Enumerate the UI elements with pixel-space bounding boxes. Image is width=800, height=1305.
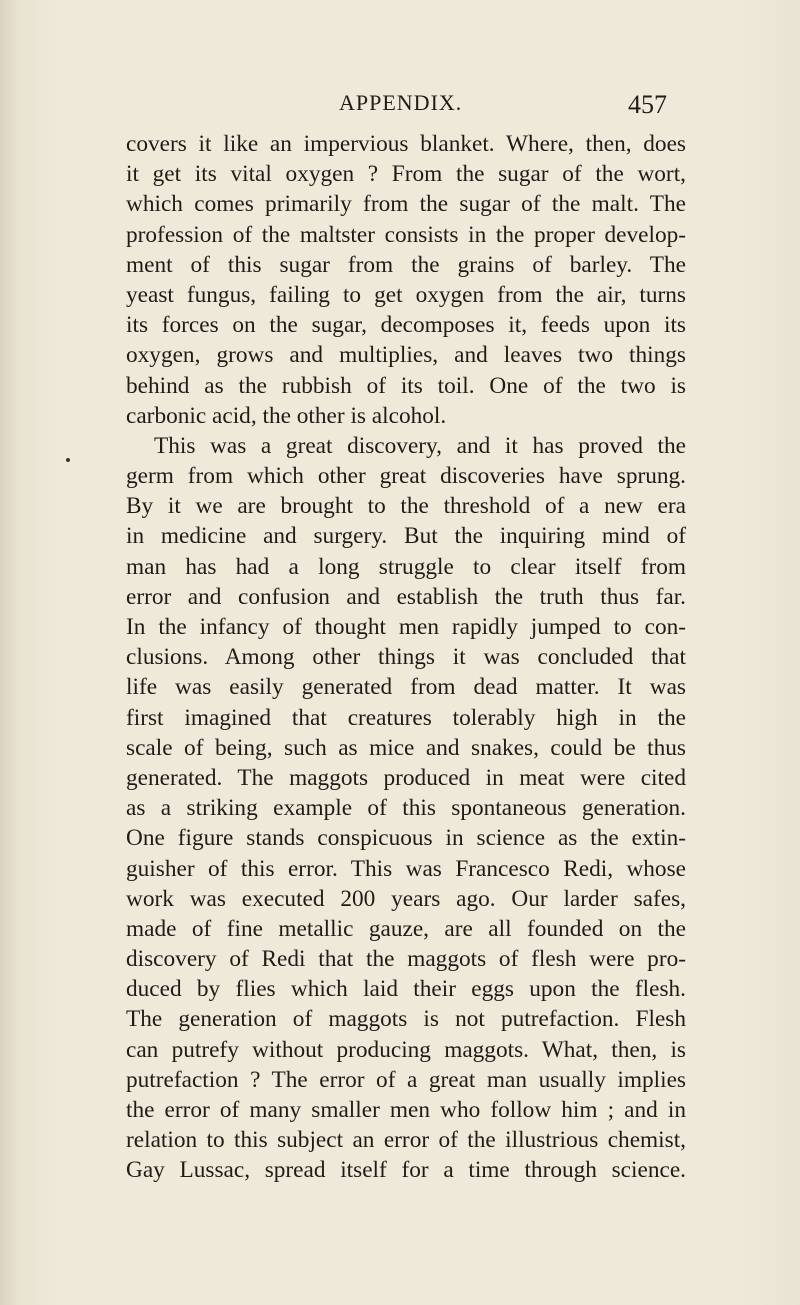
page-number: 457: [628, 90, 667, 119]
text-line: life was easily generated from dead matter. It was: [126, 674, 686, 701]
text-line: germ from which other great discoveries have sprung.: [126, 463, 686, 490]
text-line: behind as the rubbish of its toil. One of the two is: [126, 372, 686, 399]
text-line: which comes primarily from the sugar of the malt. The: [126, 191, 686, 218]
text-line: it get its vital oxygen ? From the sugar of the wort,: [126, 161, 686, 188]
text-line: discovery of Redi that the maggots of flesh were pro-: [126, 946, 686, 973]
text-line: The generation of maggots is not putrefaction. Flesh: [126, 1006, 686, 1033]
text-line: guisher of this error. This was Francesco Redi, whose: [126, 855, 686, 882]
text-line: in medicine and surgery. But the inquiring mind of: [126, 523, 686, 550]
margin-mark: [66, 458, 70, 462]
text-line: clusions. Among other things it was concluded that: [126, 644, 686, 671]
text-line: oxygen, grows and multiplies, and leaves two things: [126, 342, 686, 369]
body-text: [126, 129, 686, 1186]
paragraph-1: [126, 129, 686, 431]
text-line: This was a great discovery, and it has proved the: [154, 432, 686, 459]
text-line: its forces on the sugar, decomposes it, feeds upon its: [126, 312, 686, 339]
text-line: ment of this sugar from the grains of barley. The: [126, 251, 686, 278]
text-line: duced by flies which laid their eggs upon the flesh.: [126, 976, 686, 1003]
text-line: Gay Lussac, spread itself for a time through science.: [126, 1157, 686, 1184]
text-line: profession of the maltster consists in the proper develop-: [126, 221, 686, 248]
text-line: generated. The maggots produced in meat were cited: [126, 764, 686, 791]
text-line: as a striking example of this spontaneous generation.: [126, 795, 686, 822]
text-line: By it we are brought to the threshold of a new era: [126, 493, 686, 520]
text-line: carbonic acid, the other is alcohol.: [126, 402, 447, 429]
paragraph-2: [126, 431, 686, 1186]
text-line: made of fine metallic gauze, are all founded on the: [126, 915, 686, 942]
text-line: putrefaction ? The error of a great man usually implies: [126, 1066, 686, 1093]
text-line: relation to this subject an error of the illustrious chemist,: [126, 1127, 686, 1154]
text-line: covers it like an impervious blanket. Where, then, does: [126, 131, 686, 157]
text-line: scale of being, such as mice and snakes, could be thus: [126, 734, 686, 761]
text-line: can putrefy without producing maggots. What, then, is: [126, 1036, 686, 1063]
text-line: error and confusion and establish the truth thus far.: [126, 583, 686, 610]
text-line: the error of many smaller men who follow him ; and in: [126, 1097, 686, 1123]
text-line: first imagined that creatures tolerably high in the: [126, 704, 686, 731]
text-line: yeast fungus, failing to get oxygen from the air, turns: [126, 281, 686, 308]
running-head: APPENDIX.: [339, 90, 463, 115]
text-line: man has had a long struggle to clear itself from: [126, 553, 686, 580]
page-header: [0, 90, 800, 120]
text-line: work was executed 200 years ago. Our larder safes,: [126, 885, 686, 912]
text-line: One figure stands conspicuous in science as the extin-: [126, 825, 686, 852]
text-line: In the infancy of thought men rapidly jumped to con-: [126, 614, 686, 640]
